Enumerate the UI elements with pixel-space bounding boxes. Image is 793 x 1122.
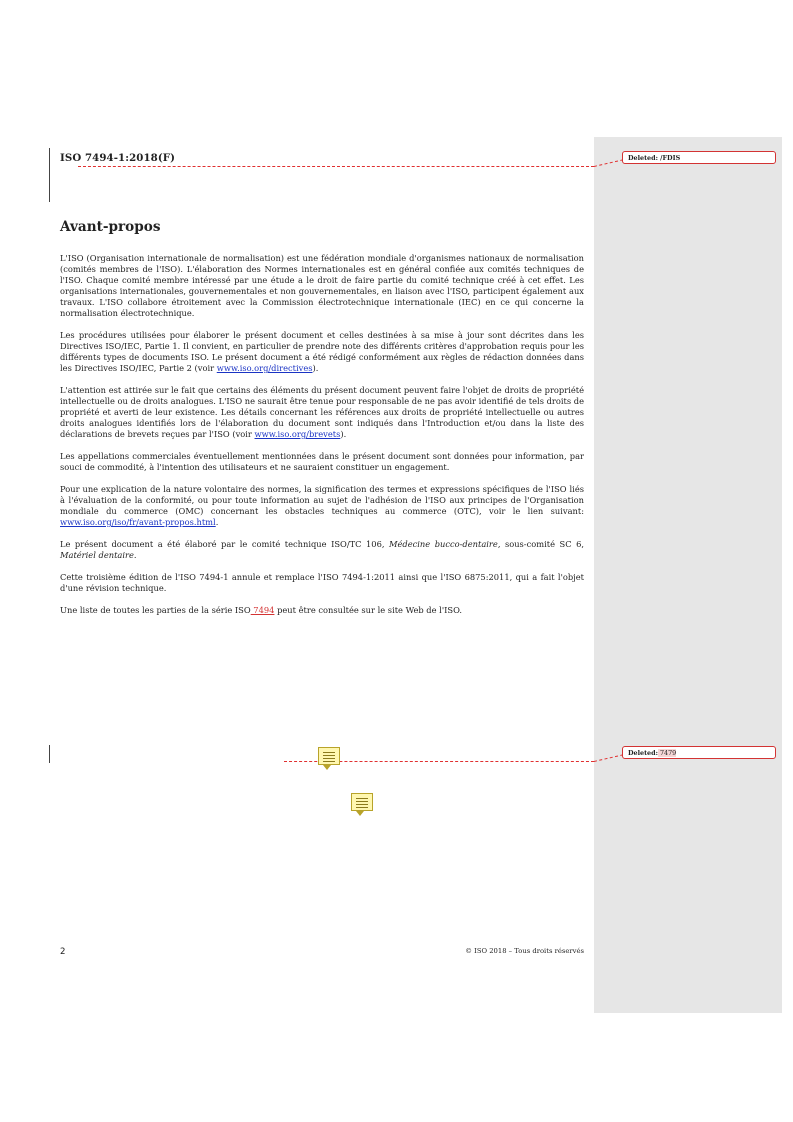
- comment-icon[interactable]: [351, 793, 373, 811]
- header-number: 7494-1:2018(F): [81, 152, 176, 164]
- balloon-label: Deleted:: [628, 749, 658, 757]
- committee-name: Médecine bucco-dentaire: [389, 539, 498, 549]
- paragraph: [60, 605, 584, 616]
- paragraph: [60, 484, 584, 528]
- paragraph-text: Pour une explication de la nature volontaire des normes, la signification des termes et expressions spécifiques de l'ISO liés à l'évaluation de la conformité, ou pour toute information au sujet de l'adhésion de l'ISO aux principes de l'Organisation mondiale du commerce (OMC) concernant les obstacles techniques au commerce (OTC), voir le lien suivant:: [60, 484, 584, 516]
- document-body: [60, 253, 584, 627]
- paragraph-text: Une liste de toutes les parties de la série ISO: [60, 605, 251, 615]
- paragraph-text: ).: [340, 429, 347, 439]
- deletion-balloon[interactable]: [622, 746, 776, 759]
- markup-margin-pane: [594, 137, 782, 1013]
- paragraph: L'ISO (Organisation internationale de normalisation) est une fédération mondiale d'organismes nationaux de normalisation (comités membres de l'ISO). L'élaboration des Normes internationales est en général confiée aux comités techniques de l'ISO. Chaque comité membre intéressé par une étude a le droit de faire partie du comité technique créé à cet effet. Les organisations internationales, gouvernementales et non gouvernementales, en liaison avec l'ISO, participent également aux travaux. L'ISO collabore étroitement avec la Commission électrotechnique internationale (IEC) en ce qui concerne la normalisation électrotechnique.: [60, 253, 584, 318]
- paragraph-text: peut être consultée sur le site Web de l'ISO.: [274, 605, 463, 615]
- paragraph: Cette troisième édition de l'ISO 7494-1 annule et remplace l'ISO 7494-1:2011 ainsi que l'ISO 6875:2011, qui a fait l'objet d'une révision technique.: [60, 572, 584, 593]
- balloon-label: Deleted:: [628, 154, 658, 162]
- header-prefix: ISO: [60, 152, 82, 164]
- directives-link[interactable]: www.iso.org/directives: [216, 363, 313, 373]
- paragraph-text: .: [133, 550, 137, 560]
- paragraph-text: Le présent document a été élaboré par le comité technique ISO/TC 106,: [60, 539, 389, 549]
- paragraph-text: .: [215, 517, 219, 527]
- deletion-balloon[interactable]: [622, 151, 776, 164]
- document-header: [60, 152, 175, 164]
- paragraph: Les appellations commerciales éventuellement mentionnées dans le présent document sont données pour information, par souci de commodité, à l'intention des utilisateurs et ne sauraient constituer un engagement.: [60, 451, 584, 472]
- paragraph-text: ).: [312, 363, 319, 373]
- paragraph: [60, 330, 584, 374]
- paragraph: [60, 539, 584, 561]
- section-title: Avant-propos: [60, 219, 161, 235]
- paragraph-text: Les procédures utilisées pour élaborer le présent document et celles destinées à sa mise à jour sont décrites dans les Directives ISO/IEC, Partie 1. Il convient, en particulier de prendre note des différents critères d'approbation requis pour les différents types de documents ISO. Le présent document a été rédigé conformément aux règles de rédaction données dans les Directives ISO/IEC, Partie 2 (voir: [60, 330, 584, 373]
- paragraph-text: L'attention est attirée sur le fait que certains des éléments du présent document peuvent faire l'objet de droits de propriété intellectuelle ou de droits analogues. L'ISO ne saurait être tenue pour responsable de ne pas avoir identifié de tels droits de propriété et averti de leur existence. Les détails concernant les références aux droits de propriété intellectuelle ou autres droits analogues identifiés lors de l'élaboration du document sont indiqués dans l'Introduction et/ou dans la liste des déclarations de brevets reçues par l'ISO (voir: [60, 385, 584, 439]
- page-number: 2: [60, 947, 66, 957]
- footer-copyright: © ISO 2018 – Tous droits réservés: [465, 947, 584, 955]
- balloon-leader-line: [78, 166, 594, 167]
- change-bar: [49, 148, 50, 202]
- balloon-text: 7479: [657, 749, 677, 757]
- subcommittee-name: Matériel dentaire: [60, 550, 134, 560]
- inserted-text[interactable]: 7494: [250, 605, 275, 615]
- balloon-text: /FDIS: [657, 154, 681, 162]
- change-bar: [49, 745, 50, 763]
- comment-icon[interactable]: [318, 747, 340, 765]
- paragraph: [60, 385, 584, 440]
- foreword-link[interactable]: www.iso.org/iso/fr/avant-propos.html: [60, 517, 216, 527]
- paragraph-text: , sous-comité SC 6,: [497, 539, 584, 549]
- patents-link[interactable]: www.iso.org/brevets: [254, 429, 341, 439]
